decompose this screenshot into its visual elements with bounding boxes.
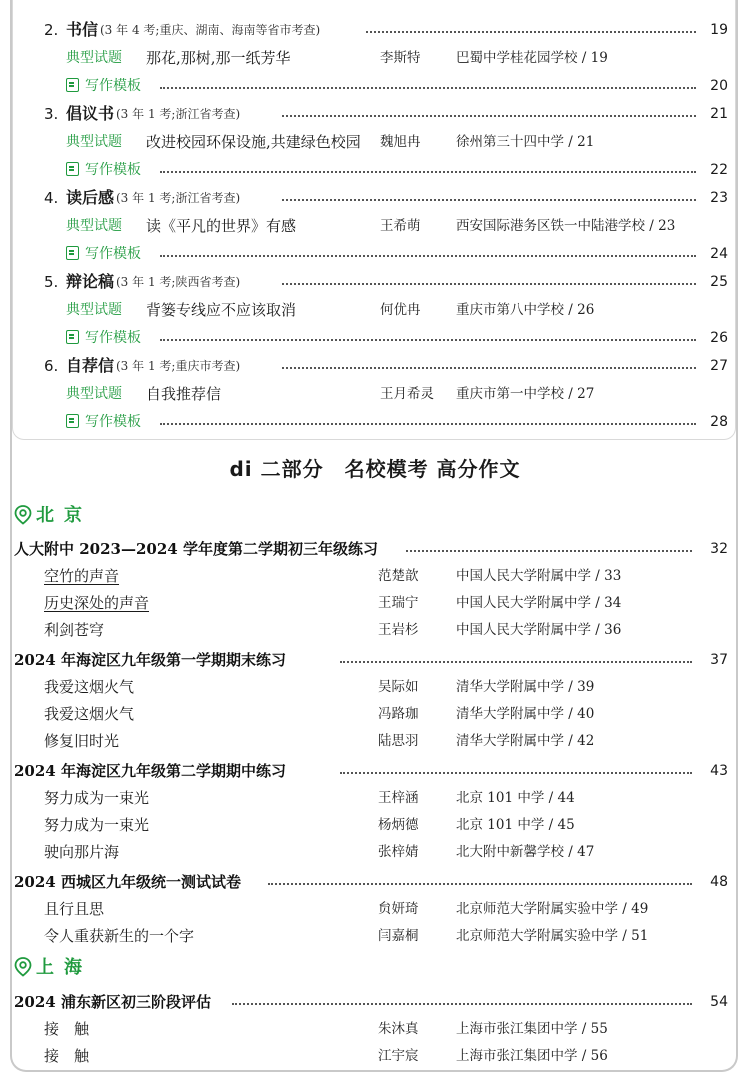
toc-example-row[interactable]: 典型试题 那花,那树,那一纸芳华 李斯特 巴蜀中学桂花园学校 / 19: [66, 49, 608, 67]
toc-exam-row[interactable]: 2024 西城区九年级统一测试试卷 48: [14, 873, 728, 891]
toc-template-row[interactable]: 写作模板 26: [0, 324, 750, 352]
toc-essay-row[interactable]: 我爱这烟火气 冯路珈 清华大学附属中学 / 40: [44, 705, 595, 723]
toc-essay-row[interactable]: 努力成为一束光 杨炳德 北京 101 中学 / 45: [44, 816, 575, 834]
toc-exam-row[interactable]: 人大附中 2023—2024 学年度第二学期初三年级练习 32: [14, 540, 728, 558]
template-icon: [66, 162, 79, 176]
region-heading: 上海: [14, 954, 92, 982]
toc-exam-row[interactable]: 2024 浦东新区初三阶段评估 54: [14, 993, 728, 1011]
toc-essay-row[interactable]: 修复旧时光 陆思羽 清华大学附属中学 / 42: [44, 732, 595, 750]
toc-essay-row[interactable]: 且行且思 贠妍琦 北京师范大学附属实验中学 / 49: [44, 900, 649, 918]
toc-essay-row[interactable]: 驶向那片海 张梓婧 北大附中新馨学校 / 47: [44, 843, 595, 861]
toc-essay-row[interactable]: 利剑苍穹 王岩杉 中国人民大学附属中学 / 36: [44, 621, 622, 639]
toc-template-row[interactable]: 写作模板 28: [0, 408, 750, 436]
toc-template-row[interactable]: 写作模板 22: [0, 156, 750, 184]
template-icon: [66, 78, 79, 92]
toc-example-row[interactable]: 典型试题 自我推荐信 王月希灵 重庆市第一中学校 / 27: [66, 385, 595, 403]
location-pin-icon: [14, 505, 32, 525]
toc-template-row[interactable]: 写作模板 20: [0, 72, 750, 100]
toc-essay-row[interactable]: 接 触 朱沐真 上海市张江集团中学 / 55: [44, 1020, 608, 1038]
toc-template-row[interactable]: 写作模板 24: [0, 240, 750, 268]
toc-essay-row[interactable]: 我爱这烟火气 吴际如 清华大学附属中学 / 39: [44, 678, 595, 696]
template-icon: [66, 246, 79, 260]
toc-essay-row[interactable]: 空竹的声音 范楚歆 中国人民大学附属中学 / 33: [44, 567, 622, 585]
toc-example-row[interactable]: 典型试题 改进校园环保设施,共建绿色校园 魏旭冉 徐州第三十四中学 / 21: [66, 133, 595, 151]
region-heading: 北京: [14, 502, 92, 530]
toc-section-row[interactable]: 2. 书信 (3 年 4 考;重庆、湖南、海南等省市考查) 19: [44, 20, 728, 39]
toc-example-row[interactable]: 典型试题 读《平凡的世界》有感 王希萌 西安国际港务区铁一中陆港学校 / 23: [66, 217, 676, 235]
toc-essay-row[interactable]: 历史深处的声音 王瑞宁 中国人民大学附属中学 / 34: [44, 594, 622, 612]
part-title: di 二部分 名校模考 高分作文: [229, 457, 521, 481]
toc-exam-row[interactable]: 2024 年海淀区九年级第一学期期末练习 37: [14, 651, 728, 669]
toc-example-row[interactable]: 典型试题 背篓专线应不应该取消 何优冉 重庆市第八中学校 / 26: [66, 301, 595, 319]
template-icon: [66, 414, 79, 428]
toc-section-row[interactable]: 4. 读后感 (3 年 1 考;浙江省考查) 23: [44, 188, 728, 207]
toc-section-row[interactable]: 3. 倡议书 (3 年 1 考;浙江省考查) 21: [44, 104, 728, 123]
toc-section-row[interactable]: 5. 辩论稿 (3 年 1 考;陕西省考查) 25: [44, 272, 728, 291]
location-pin-icon: [14, 957, 32, 977]
toc-section-row[interactable]: 6. 自荐信 (3 年 1 考;重庆市考查) 27: [44, 356, 728, 375]
toc-essay-row[interactable]: 令人重获新生的一个字 闫嘉桐 北京师范大学附属实验中学 / 51: [44, 927, 649, 945]
toc-exam-row[interactable]: 2024 年海淀区九年级第二学期期中练习 43: [14, 762, 728, 780]
template-icon: [66, 330, 79, 344]
toc-essay-row[interactable]: 努力成为一束光 王梓涵 北京 101 中学 / 44: [44, 789, 575, 807]
toc-essay-row[interactable]: 接 触 江宇宸 上海市张江集团中学 / 56: [44, 1047, 608, 1065]
